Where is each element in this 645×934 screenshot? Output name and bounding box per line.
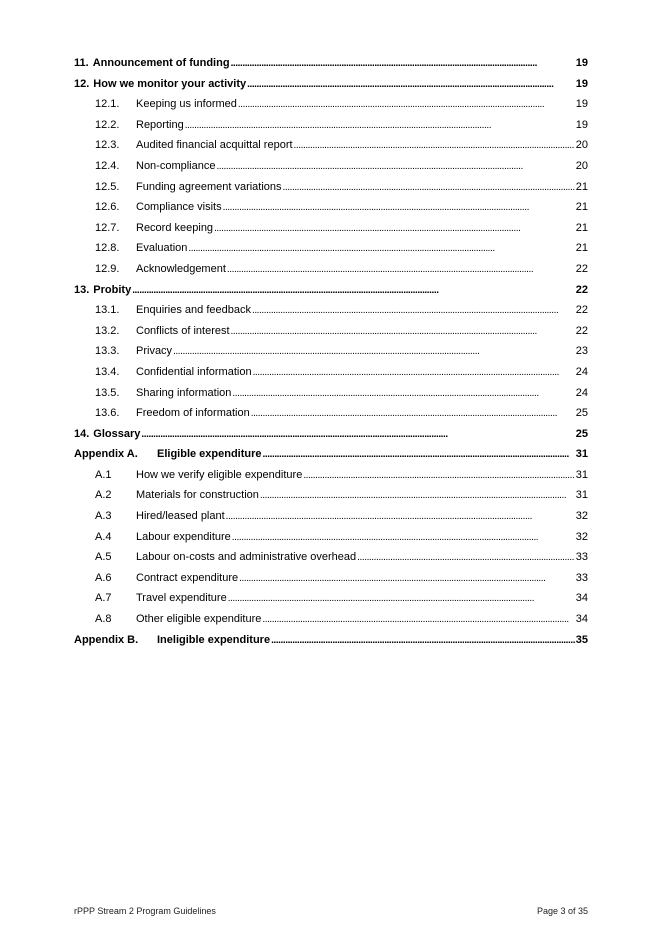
toc-entry-title: Keeping us informed (136, 98, 237, 111)
toc-entry[interactable] (74, 547, 588, 568)
toc-entry[interactable] (74, 527, 588, 548)
toc-entry-page: 24 (575, 365, 588, 378)
toc-entry-title: Reporting (136, 118, 184, 131)
toc-entry[interactable] (74, 218, 588, 239)
toc-entry-page: 21 (575, 201, 588, 214)
toc-entry-number: A.1 (95, 468, 112, 481)
toc-entry-title: Sharing information (136, 386, 232, 399)
toc-entry[interactable] (74, 238, 588, 259)
toc-entry-number: A.7 (95, 592, 112, 605)
toc-entry-page: 35 (575, 633, 588, 646)
toc-entry-number: 13.5. (95, 386, 120, 399)
toc-entry-number: 12.7. (95, 221, 120, 234)
toc-entry-number: 12.3. (95, 139, 120, 152)
toc-entry[interactable] (74, 630, 588, 651)
toc-entry[interactable] (74, 568, 588, 589)
toc-entry-title: Freedom of information (136, 407, 250, 420)
toc-entry-number: 13.3. (95, 345, 120, 358)
toc-entry[interactable] (74, 135, 588, 156)
toc-entry-title: Hired/leased plant (136, 510, 225, 523)
toc-entry-page: 22 (575, 324, 588, 337)
toc-entry[interactable] (74, 156, 588, 177)
toc-entry[interactable] (74, 403, 588, 424)
toc-entry-number: 13.6. (95, 407, 120, 420)
toc-entry-number: 12.9. (95, 262, 120, 275)
toc-dot-leader (223, 197, 575, 218)
toc-entry-title: How we verify eligible expenditure (136, 468, 303, 481)
toc-entry-title: Acknowledgement (136, 262, 226, 275)
toc-entry[interactable] (74, 588, 588, 609)
toc-entry-number: 12.8. (95, 242, 120, 255)
footer-page-number: Page 3 of 35 (536, 906, 588, 916)
toc-entry-page: 19 (575, 98, 588, 111)
toc-dot-leader (228, 588, 575, 609)
toc-entry-number: 11. (74, 57, 89, 69)
page-footer (74, 906, 588, 916)
toc-entry-number: 12.5. (95, 180, 120, 193)
toc-entry-title: Ineligible expenditure (157, 633, 271, 646)
toc-entry-title: Other eligible expenditure (136, 613, 262, 626)
toc-entry-number: 12.4. (95, 159, 120, 172)
toc-entry-page: 25 (575, 407, 588, 420)
toc-entry-page: 20 (575, 159, 588, 172)
toc-dot-leader (173, 341, 575, 362)
toc-entry[interactable] (74, 341, 588, 362)
toc-entry[interactable] (74, 485, 588, 506)
toc-entry[interactable] (74, 53, 588, 74)
toc-entry-page: 34 (575, 592, 588, 605)
toc-entry-number: 13.4. (95, 365, 120, 378)
toc-entry-number: 12.2. (95, 118, 120, 131)
toc-entry[interactable] (74, 74, 588, 95)
toc-entry[interactable] (74, 177, 588, 198)
toc-dot-leader (214, 218, 575, 239)
toc-entry-title: Probity (93, 283, 132, 296)
toc-entry-page: 21 (575, 180, 588, 193)
toc-dot-leader (231, 53, 575, 74)
toc-dot-leader (188, 238, 574, 259)
toc-entry-title: Compliance visits (136, 201, 222, 214)
toc-entry-page: 31 (575, 489, 588, 502)
toc-dot-leader (263, 444, 575, 465)
toc-dot-leader (271, 630, 575, 651)
toc-entry-title: Glossary (93, 427, 141, 440)
toc-entry-number: 12.1. (95, 98, 120, 111)
toc-entry-number: 12. (74, 77, 90, 90)
toc-dot-leader (185, 115, 575, 136)
toc-entry[interactable] (74, 506, 588, 527)
toc-entry-number: A.5 (95, 551, 112, 564)
toc-entry-page: 31 (575, 448, 588, 461)
toc-entry-page: 33 (575, 551, 588, 564)
toc-entry[interactable] (74, 94, 588, 115)
toc-entry-title: Conflicts of interest (136, 324, 230, 337)
toc-dot-leader (238, 94, 575, 115)
toc-entry-page: 32 (575, 510, 588, 523)
toc-entry-title: Evaluation (136, 242, 188, 255)
toc-entry[interactable] (74, 465, 588, 486)
toc-dot-leader (251, 403, 575, 424)
toc-entry-number: 13. (74, 283, 90, 296)
toc-entry[interactable] (74, 609, 588, 630)
toc-entry-title: Non-compliance (136, 159, 216, 172)
toc-entry-page: 22 (575, 262, 588, 275)
toc-entry-page: 21 (575, 221, 588, 234)
toc-entry-number: 12.6. (95, 201, 120, 214)
toc-entry-page: 19 (575, 118, 588, 131)
toc-entry-title: Travel expenditure (136, 592, 227, 605)
toc-dot-leader (357, 547, 575, 568)
toc-entry[interactable] (74, 424, 588, 445)
toc-entry[interactable] (74, 321, 588, 342)
toc-entry-title: Record keeping (136, 221, 214, 234)
toc-entry-number: A.8 (95, 613, 112, 626)
toc-entry[interactable] (74, 300, 588, 321)
toc-dot-leader (262, 609, 574, 630)
toc-dot-leader (303, 465, 574, 486)
table-of-contents (74, 53, 588, 650)
toc-entry-page: 23 (575, 345, 588, 358)
toc-entry-title: Labour on-costs and administrative overhead (136, 551, 357, 564)
toc-entry-number: 13.2. (95, 324, 120, 337)
toc-dot-leader (232, 527, 575, 548)
toc-entry-number: Appendix A. (74, 448, 138, 461)
toc-entry[interactable] (74, 362, 588, 383)
toc-entry-page: 25 (575, 427, 588, 440)
toc-dot-leader (253, 362, 575, 383)
toc-entry[interactable] (74, 280, 588, 301)
toc-entry-page: 22 (575, 304, 588, 317)
toc-entry-page: 22 (575, 283, 588, 296)
toc-entry-page: 19 (575, 57, 588, 69)
footer-document-title: rPPP Stream 2 Program Guidelines (74, 906, 216, 916)
toc-entry-page: 32 (575, 530, 588, 543)
toc-dot-leader (252, 300, 575, 321)
toc-entry-title: Enquiries and feedback (136, 304, 251, 317)
toc-entry-page: 34 (575, 613, 588, 626)
toc-entry-number: Appendix B. (74, 633, 139, 646)
toc-dot-leader (132, 280, 575, 301)
toc-entry-page: 31 (575, 468, 588, 481)
toc-entry[interactable] (74, 383, 588, 404)
toc-dot-leader (294, 135, 575, 156)
toc-entry-page: 21 (575, 242, 588, 255)
toc-entry-title: Privacy (136, 345, 173, 358)
toc-entry-title: Confidential information (136, 365, 252, 378)
toc-entry[interactable] (74, 115, 588, 136)
toc-entry-page: 20 (575, 139, 588, 152)
toc-dot-leader (283, 177, 575, 198)
toc-dot-leader (232, 383, 574, 404)
toc-entry-title: Announcement of funding (92, 57, 230, 69)
toc-entry[interactable] (74, 197, 588, 218)
toc-entry-number: A.2 (95, 489, 112, 502)
toc-dot-leader (226, 506, 575, 527)
toc-entry-title: Labour expenditure (136, 530, 231, 543)
toc-entry-title: How we monitor your activity (93, 77, 247, 90)
toc-entry-page: 33 (575, 571, 588, 584)
toc-dot-leader (216, 156, 574, 177)
toc-dot-leader (231, 321, 575, 342)
toc-dot-leader (141, 424, 574, 445)
toc-entry-title: Contract expenditure (136, 571, 239, 584)
toc-entry-title: Materials for construction (136, 489, 259, 502)
toc-dot-leader (247, 74, 575, 95)
toc-entry-number: 14. (74, 427, 90, 440)
toc-dot-leader (227, 259, 575, 280)
toc-entry-number: A.6 (95, 571, 112, 584)
toc-entry-number: 13.1. (95, 304, 120, 317)
toc-entry-title: Eligible expenditure (157, 448, 262, 461)
toc-entry-page: 19 (575, 77, 588, 90)
toc-entry-number: A.4 (95, 530, 112, 543)
toc-dot-leader (260, 485, 575, 506)
toc-entry-page: 24 (575, 386, 588, 399)
toc-entry[interactable] (74, 259, 588, 280)
toc-entry-title: Funding agreement variations (136, 180, 282, 193)
toc-entry-number: A.3 (95, 510, 112, 523)
toc-entry[interactable] (74, 444, 588, 465)
toc-entry-title: Audited financial acquittal report (136, 139, 293, 152)
toc-dot-leader (239, 568, 575, 589)
